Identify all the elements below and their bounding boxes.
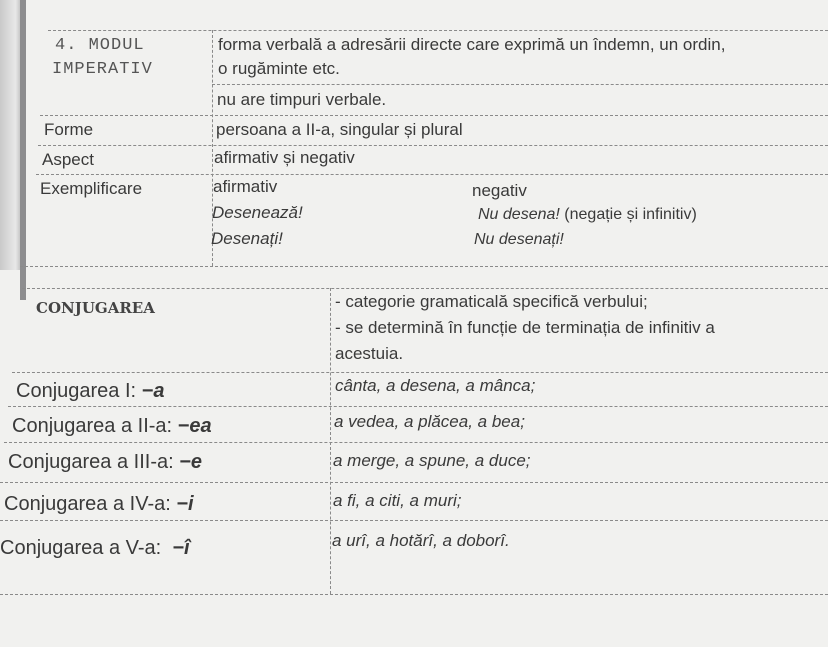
conjugation-label (12, 416, 212, 436)
divider (0, 520, 828, 521)
definition-text: o rugăminte etc. (218, 59, 340, 78)
conjugation-examples: a merge, a spune, a duce; (333, 451, 531, 470)
divider (4, 442, 828, 443)
divider (38, 145, 828, 146)
divider (212, 84, 828, 85)
label-text: Conjugarea a IV-a: (4, 493, 177, 515)
example-negative-text: Nu desena! (478, 206, 560, 223)
example-affirmative: Desenați! (211, 229, 283, 248)
conjugation-label (8, 452, 202, 472)
example-header: negativ (472, 181, 527, 200)
definition-text: forma verbală a adresării directe care exprimă un îndemn, un ordin, (218, 35, 726, 54)
ending-text: −î (172, 537, 190, 559)
ending-text: −ea (177, 415, 212, 437)
label-text: Conjugarea I: (16, 380, 142, 402)
example-affirmative: Desenează! (212, 203, 303, 222)
label-text: Conjugarea a III-a: (8, 451, 180, 473)
row-value: afirmativ și negativ (214, 148, 355, 167)
divider (330, 288, 331, 594)
conjugation-label (0, 538, 190, 558)
section-title: IMPERATIV (52, 60, 153, 79)
divider (22, 288, 828, 289)
example-negative: Nu desenați! (474, 231, 564, 248)
divider (12, 372, 828, 373)
conjugation-label (16, 381, 164, 401)
row-value: persoana a II-a, singular și plural (216, 120, 463, 139)
ending-text: −e (179, 451, 203, 473)
section-title: 4. MODUL (55, 36, 145, 55)
row-label: Exemplificare (40, 179, 143, 198)
section-title: CONJUGAREA (36, 299, 155, 317)
divider (40, 115, 828, 116)
divider (20, 266, 828, 267)
conjugation-label (4, 494, 194, 514)
conjugation-examples: a vedea, a plăcea, a bea; (334, 412, 525, 431)
ending-text: −a (141, 380, 165, 402)
ending-text: −i (176, 493, 194, 515)
row-label: Aspect (42, 150, 94, 169)
definition-text: acestuia. (335, 344, 404, 363)
row-label: Forme (44, 120, 94, 139)
definition-text: - categorie gramaticală specifică verbului; (335, 292, 648, 311)
divider (36, 174, 828, 175)
definition-text: - se determină în funcție de terminația de infinitiv a (335, 318, 715, 337)
example-negative-note: (negație și infinitiv) (564, 206, 697, 223)
divider (0, 594, 828, 595)
book-spine (20, 0, 26, 300)
note-text: nu are timpuri verbale. (217, 90, 387, 109)
example-negative (478, 205, 697, 225)
conjugation-examples: a fi, a citi, a muri; (333, 491, 462, 510)
example-header: afirmativ (213, 177, 278, 196)
divider (0, 482, 828, 483)
label-text: Conjugarea a II-a: (12, 415, 178, 437)
divider (8, 406, 828, 407)
conjugation-examples: a urî, a hotărî, a doborî. (332, 531, 510, 550)
conjugation-examples: cânta, a desena, a mânca; (335, 376, 536, 395)
divider (48, 30, 828, 31)
label-text: Conjugarea a V-a: (0, 537, 173, 559)
